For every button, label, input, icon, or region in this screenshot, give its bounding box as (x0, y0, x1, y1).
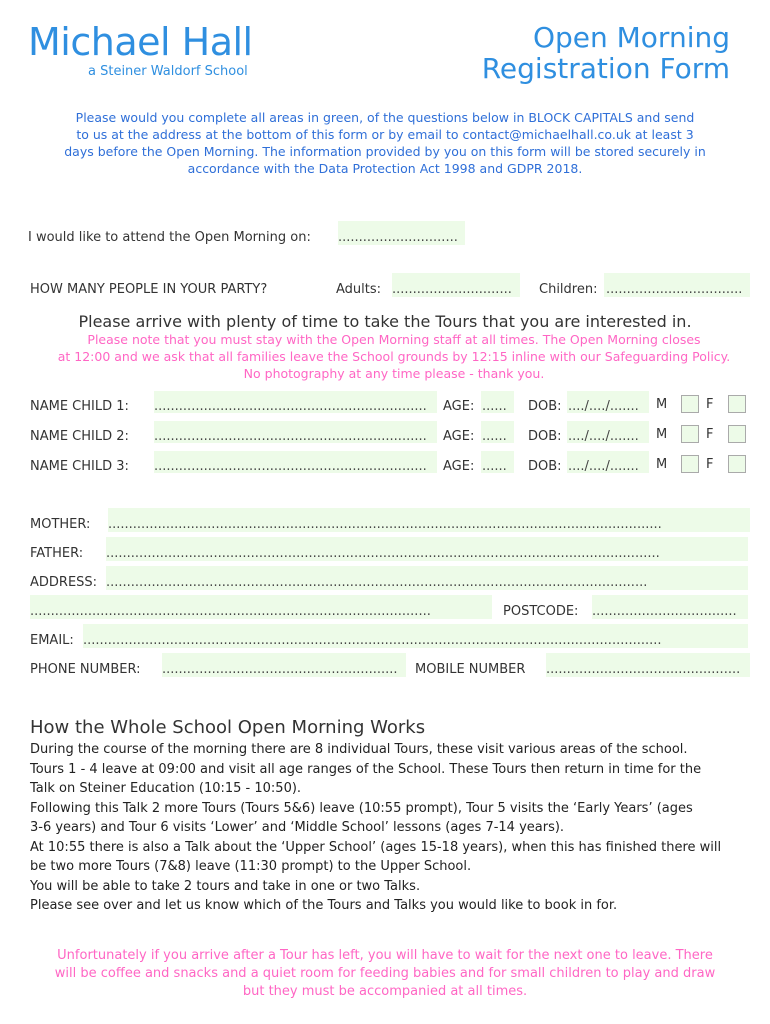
child-female-checkbox[interactable] (728, 455, 746, 473)
attend-label: I would like to attend the Open Morning on: (28, 230, 311, 245)
party-label: HOW MANY PEOPLE IN YOUR PARTY? (30, 282, 268, 297)
child-male-label: M (656, 427, 668, 442)
body-line: 3-6 years) and Tour 6 visits ‘Lower’ and ‘Middle School’ lessons (ages 7-14 years). (30, 820, 565, 835)
arrive-note (22, 331, 766, 382)
phone-dots: ......................................................... (162, 662, 398, 677)
postcode-label: POSTCODE: (503, 604, 579, 619)
adults-dots: ............................. (392, 282, 512, 297)
child-female-label: F (706, 397, 714, 412)
child-name-label: NAME CHILD 1: (30, 399, 129, 414)
child-female-label: F (706, 427, 714, 442)
children-label: Children: (539, 282, 598, 297)
how-it-works-text (30, 740, 742, 916)
child-name-dots: .................................................................. (154, 459, 427, 474)
address-dots: ................................................................................................................................... (106, 575, 648, 590)
child-age-label: AGE: (443, 429, 475, 444)
child-age-label: AGE: (443, 459, 475, 474)
mobile-dots: ............................................... (546, 662, 741, 677)
body-line: Tours 1 - 4 leave at 09:00 and visit all age ranges of the School. These Tours then return in time for the (30, 761, 702, 777)
child-age-dots: ...... (482, 429, 507, 444)
late-arrival-note (22, 947, 748, 1001)
children-dots: ................................. (606, 282, 743, 297)
email-dots: ............................................................................................................................................ (83, 633, 662, 648)
school-logo-name: Michael Hall (28, 20, 253, 64)
arrive-note-line: Please note that you must stay with the Open Morning staff at all times. The Open Morning closes (87, 332, 701, 347)
section-title: How the Whole School Open Morning Works (30, 717, 426, 738)
child-dob-label: DOB: (528, 429, 562, 444)
arrive-note-line: No photography at any time please - thank you. (243, 366, 545, 381)
child-name-dots: .................................................................. (154, 399, 427, 414)
child-age-dots: ...... (482, 459, 507, 474)
postcode-dots: ................................... (592, 604, 737, 619)
intro-line: accordance with the Data Protection Act 1998 and GDPR 2018. (187, 161, 583, 176)
child-male-checkbox[interactable] (681, 455, 699, 473)
child-female-label: F (706, 457, 714, 472)
address-label: ADDRESS: (30, 575, 98, 590)
mother-label: MOTHER: (30, 517, 91, 532)
form-title-line-1: Open Morning (532, 21, 730, 54)
body-line: be two more Tours (7&8) leave (11:30 prompt) to the Upper School. (30, 859, 472, 874)
adults-label: Adults: (336, 282, 382, 297)
child-male-label: M (656, 457, 668, 472)
child-female-checkbox[interactable] (728, 425, 746, 443)
child-name-label: NAME CHILD 2: (30, 429, 129, 444)
footer-line: Unfortunately if you arrive after a Tour has left, you will have to wait for the next one to leave. There (57, 948, 713, 963)
footer-line: will be coffee and snacks and a quiet room for feeding babies and for small children to play and draw (54, 966, 716, 981)
child-dob-label: DOB: (528, 459, 562, 474)
phone-label: PHONE NUMBER: (30, 662, 141, 677)
footer-line: but they must be accompanied at all times. (242, 984, 528, 999)
attend-date-dots: ............................. (338, 230, 458, 245)
child-male-label: M (656, 397, 668, 412)
email-label: EMAIL: (30, 633, 74, 648)
child-male-checkbox[interactable] (681, 395, 699, 413)
form-title (390, 22, 730, 84)
arrive-heading: Please arrive with plenty of time to take the Tours that you are interested in. (78, 312, 692, 331)
child-name-dots: .................................................................. (154, 429, 427, 444)
child-dob-dots: ..../..../....... (568, 399, 639, 414)
intro-paragraph (22, 109, 748, 177)
arrive-note-line: at 12:00 and we ask that all families leave the School grounds by 12:15 inline with our Safeguarding Policy. (57, 349, 731, 364)
intro-line: Please would you complete all areas in green, of the questions below in BLOCK CAPITALS and send (75, 110, 695, 125)
child-dob-dots: ..../..../....... (568, 429, 639, 444)
mother-dots: ...................................................................................................................................... (108, 517, 662, 532)
form-title-line-2: Registration Form (481, 52, 730, 85)
address-line-2-dots: ................................................................................................. (30, 604, 431, 619)
mobile-label: MOBILE NUMBER (415, 662, 526, 677)
school-logo-tagline: a Steiner Waldorf School (88, 64, 248, 79)
child-female-checkbox[interactable] (728, 395, 746, 413)
child-male-checkbox[interactable] (681, 425, 699, 443)
body-line: Talk on Steiner Education (10:15 - 10:50). (30, 781, 302, 796)
body-line: You will be able to take 2 tours and take in one or two Talks. (30, 878, 421, 894)
body-line: During the course of the morning there are 8 individual Tours, these visit various areas of the school. (30, 742, 688, 757)
child-age-dots: ...... (482, 399, 507, 414)
intro-line: days before the Open Morning. The information provided by you on this form will be stored securely in (64, 144, 706, 159)
intro-line: to us at the address at the bottom of this form or by email to contact@michaelhall.co.uk at least 3 (76, 127, 694, 142)
child-dob-label: DOB: (528, 399, 562, 414)
child-dob-dots: ..../..../....... (568, 459, 639, 474)
father-label: FATHER: (30, 546, 84, 561)
child-name-label: NAME CHILD 3: (30, 459, 129, 474)
father-dots: ...................................................................................................................................... (106, 546, 660, 561)
child-age-label: AGE: (443, 399, 475, 414)
body-line: Following this Talk 2 more Tours (Tours 5&6) leave (10:55 prompt), Tour 5 visits the ‘Early Years’ (ages (30, 800, 693, 816)
body-line: At 10:55 there is also a Talk about the ‘Upper School’ (ages 15-18 years), when this has finished there will (30, 839, 722, 855)
body-line: Please see over and let us know which of the Tours and Talks you would like to book in for. (30, 898, 618, 913)
